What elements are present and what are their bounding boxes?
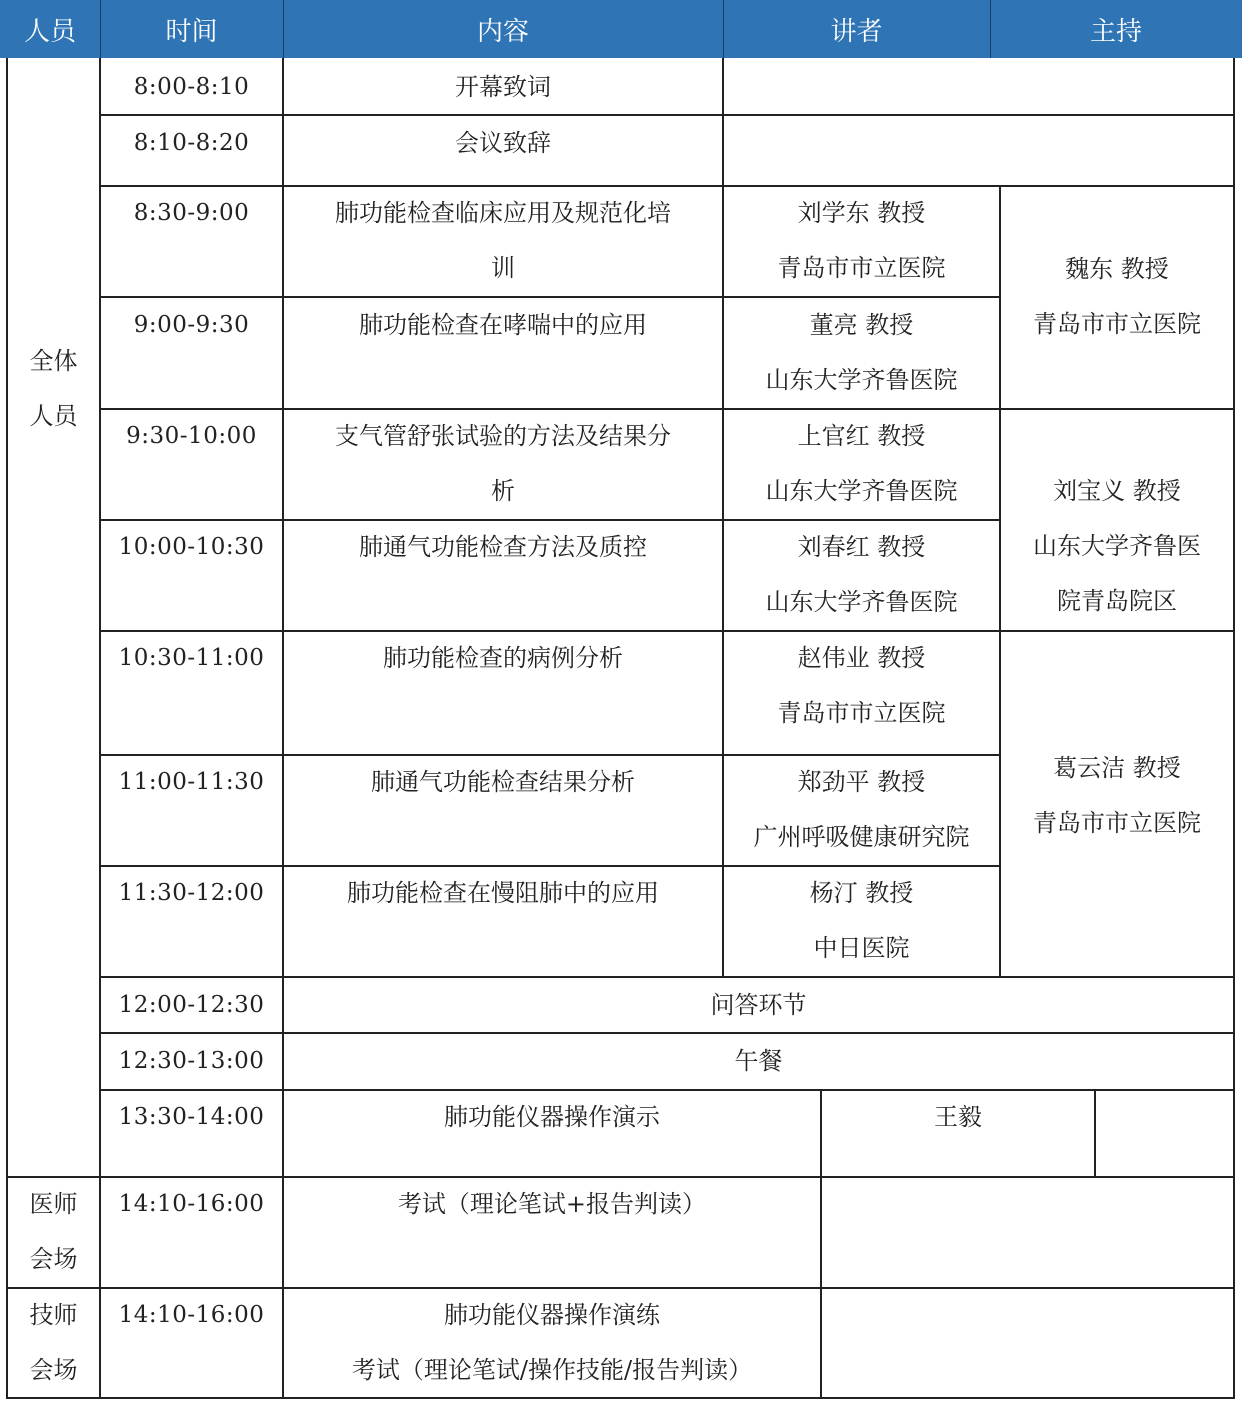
row-time: 9:00-9:30	[133, 312, 250, 338]
row-time: 14:10-16:00	[118, 1302, 265, 1328]
host-name: 魏东 教授	[1065, 255, 1169, 283]
row-speaker	[724, 409, 999, 519]
speaker-org: 青岛市市立医院	[777, 699, 946, 727]
row-speaker	[724, 866, 999, 976]
row-time: 8:30-9:00	[133, 200, 250, 226]
row-content: 问答环节	[710, 991, 807, 1019]
row-content: 肺功能检查在哮喘中的应用	[359, 311, 647, 339]
host-org: 院青岛院区	[1057, 587, 1177, 615]
speaker-name: 杨汀 教授	[809, 879, 914, 907]
host-name: 葛云洁 教授	[1053, 754, 1181, 782]
row-speaker	[724, 631, 999, 741]
row-time: 13:30-14:00	[118, 1104, 265, 1130]
speaker-org: 山东大学齐鲁医院	[765, 477, 958, 505]
row-content: 支气管舒张试验的方法及结果分 析	[335, 422, 671, 505]
border-right	[1233, 58, 1235, 1398]
host-1	[1001, 242, 1233, 352]
host-org: 山东大学齐鲁医	[1033, 532, 1201, 560]
row-time: 14:10-16:00	[118, 1191, 265, 1217]
group-tech-line1: 技师	[29, 1301, 78, 1329]
host-org: 青岛市市立医院	[1033, 310, 1201, 338]
speaker-name: 董亮 教授	[809, 311, 914, 339]
row-content: 考试（理论笔试+报告判读）	[397, 1190, 707, 1218]
group-tech-line2: 会场	[29, 1356, 78, 1384]
group-tech	[8, 1288, 99, 1398]
row-time: 12:30-13:00	[118, 1048, 265, 1074]
row-time: 10:30-11:00	[118, 645, 265, 671]
host-name: 刘宝义 教授	[1053, 477, 1181, 505]
row-time: 8:00-8:10	[133, 74, 250, 100]
speaker-org: 青岛市市立医院	[777, 254, 946, 282]
row-content: 肺功能仪器操作演示	[444, 1103, 660, 1131]
row-time: 11:00-11:30	[118, 769, 265, 795]
row-speaker	[724, 755, 999, 865]
speaker-org: 山东大学齐鲁医院	[765, 366, 958, 394]
header-speaker: 讲者	[723, 0, 990, 58]
row-content: 会议致辞	[455, 129, 551, 157]
host-3	[1001, 741, 1233, 851]
speaker-name: 赵伟业 教授	[797, 644, 926, 672]
row-speaker	[724, 298, 999, 408]
row-content: 肺功能检查在慢阻肺中的应用	[347, 879, 659, 907]
speaker-name: 郑劲平 教授	[797, 768, 926, 796]
row-content: 开幕致词	[455, 73, 551, 101]
host-org: 青岛市市立医院	[1033, 809, 1201, 837]
host-2	[1001, 464, 1233, 629]
group-all-line2: 人员	[29, 402, 78, 430]
group-all-line1: 全体	[29, 347, 78, 375]
header-content: 内容	[283, 0, 723, 58]
row-time: 9:30-10:00	[126, 423, 257, 449]
row-content: 肺功能检查临床应用及规范化培 训	[335, 199, 671, 282]
speaker-org: 广州呼吸健康研究院	[753, 823, 970, 851]
row-speaker	[724, 520, 999, 630]
row-content: 肺通气功能检查结果分析	[371, 768, 635, 796]
row-time: 11:30-12:00	[118, 880, 265, 906]
group-all	[8, 334, 99, 444]
header-group: 人员	[0, 0, 100, 58]
speaker-org: 山东大学齐鲁医院	[765, 588, 958, 616]
row-content: 肺通气功能检查方法及质控	[359, 533, 647, 561]
row-content: 午餐	[734, 1047, 783, 1075]
speaker-name: 刘春红 教授	[797, 533, 926, 561]
header-time: 时间	[100, 0, 283, 58]
row-time: 12:00-12:30	[118, 992, 265, 1018]
row-speaker	[724, 186, 999, 296]
row-speaker: 王毅	[934, 1103, 982, 1131]
speaker-name: 刘学东 教授	[797, 199, 926, 227]
speaker-name: 上官红 教授	[797, 422, 926, 450]
row-content: 肺功能仪器操作演练 考试（理论笔试/操作技能/报告判读）	[351, 1301, 753, 1384]
row-content: 肺功能检查的病例分析	[383, 644, 623, 672]
row-time: 10:00-10:30	[118, 534, 265, 560]
group-doctor	[8, 1177, 99, 1287]
group-doctor-line2: 会场	[29, 1245, 78, 1273]
group-doctor-line1: 医师	[29, 1190, 78, 1218]
speaker-org: 中日医院	[813, 934, 910, 962]
header-host: 主持	[990, 0, 1242, 58]
row-time: 8:10-8:20	[133, 130, 250, 156]
